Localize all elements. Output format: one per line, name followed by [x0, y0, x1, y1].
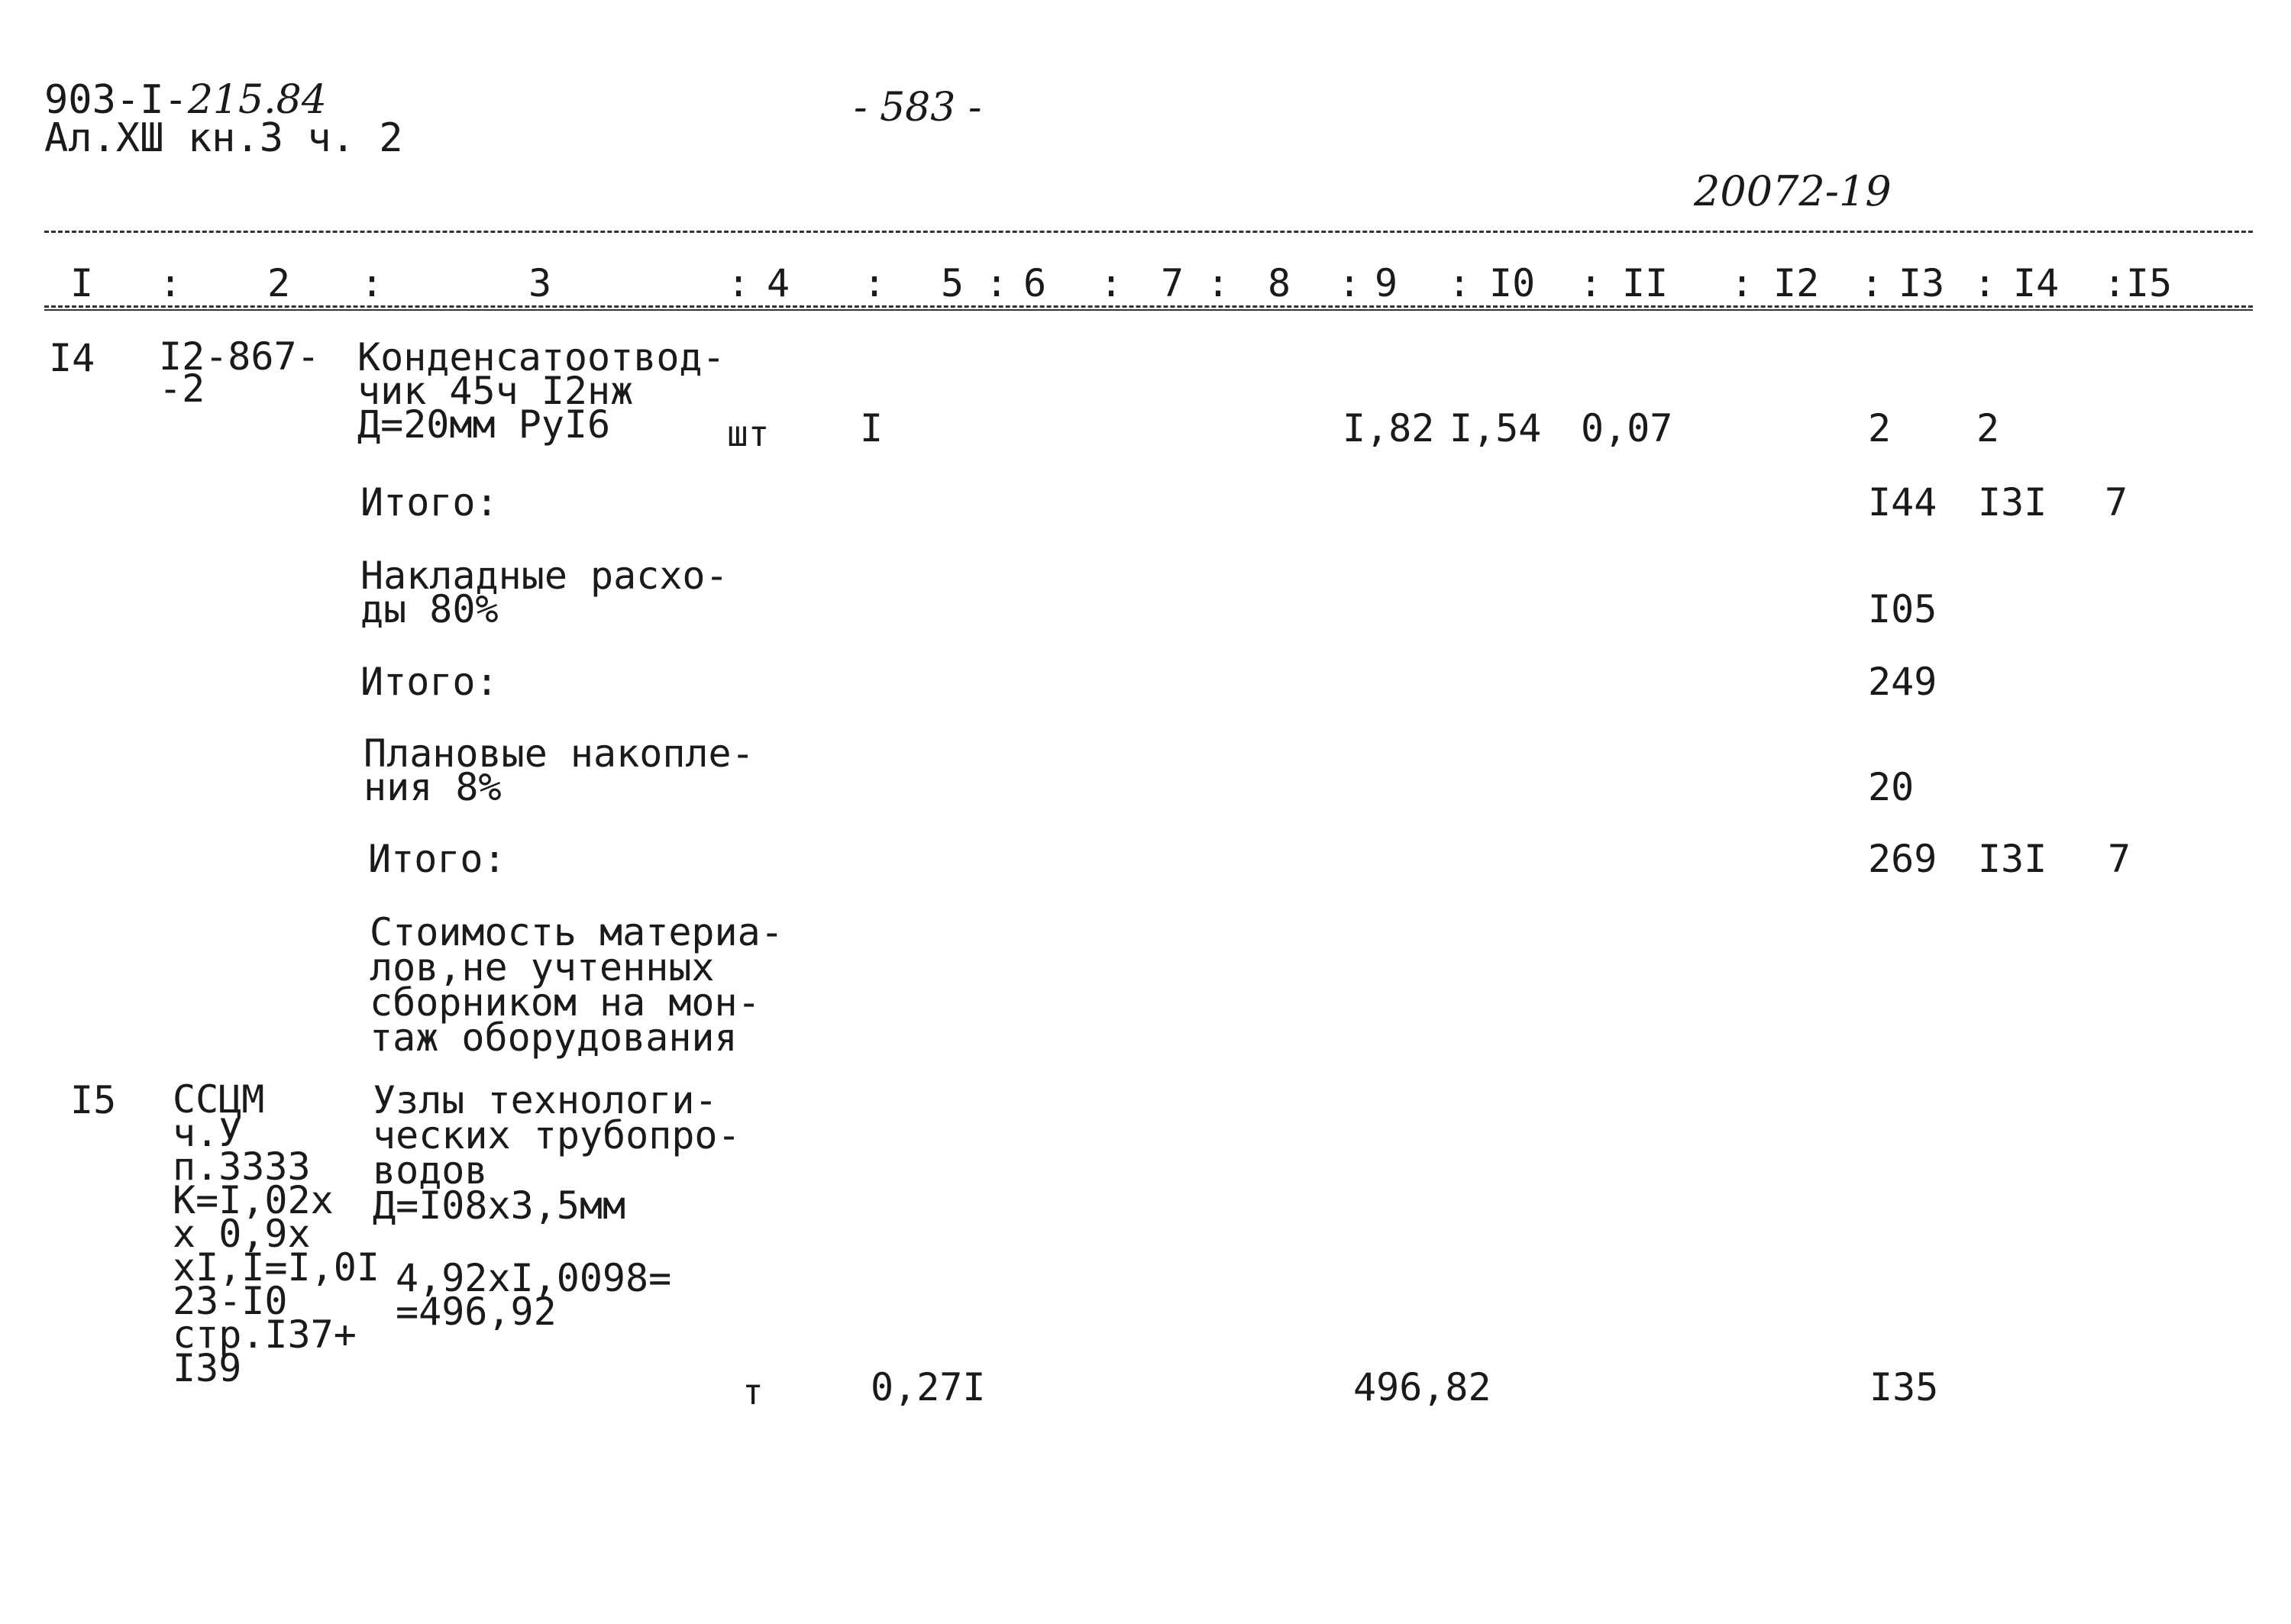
row-unit: шт	[727, 413, 770, 454]
col-header-9: 9	[1375, 261, 1398, 305]
stamp-number: 20072-19	[1694, 167, 1892, 215]
row-col-13: I35	[1869, 1365, 1939, 1409]
subtotal-col-14: I3I	[1978, 480, 2047, 525]
col-header-7: 7	[1161, 261, 1184, 305]
total-label: Итого:	[368, 837, 506, 881]
col-header-8: 8	[1268, 261, 1291, 305]
col-separator: :	[1860, 261, 1884, 305]
subtotal-col-15: 7	[2105, 480, 2128, 525]
subtotal-col-13: I44	[1868, 480, 1937, 525]
document-code-handwritten: 215.84	[187, 77, 327, 123]
col-header-14: I4	[2013, 261, 2060, 305]
row-col-14: 2	[1976, 406, 2000, 450]
col-header-5: 5	[941, 261, 965, 305]
col-separator: :	[1730, 261, 1754, 305]
planned-savings-col-13: 20	[1868, 765, 1915, 809]
page-number: - 583 -	[854, 85, 982, 131]
col-separator: :	[1973, 261, 1997, 305]
row-col-13: 2	[1868, 406, 1892, 450]
col-separator: :	[2103, 261, 2127, 305]
total-col-14: I3I	[1978, 837, 2047, 881]
total-col-15: 7	[2108, 837, 2131, 881]
col-header-1: I	[70, 261, 94, 305]
col-separator: :	[1579, 261, 1603, 305]
col-header-13: I3	[1898, 261, 1945, 305]
row-col-10: I,54	[1449, 406, 1542, 450]
col-header-4: 4	[767, 261, 790, 305]
col-header-2: 2	[267, 261, 291, 305]
col-header-10: I0	[1489, 261, 1536, 305]
col-header-11: II	[1622, 261, 1669, 305]
col-separator: :	[727, 261, 751, 305]
row-code: ССЦМ ч.У п.3333 К=I,02х х 0,9х хI,I=I,0I 23-I0 стр.I37+ I39	[173, 1077, 380, 1390]
row-col-9: I,82	[1343, 406, 1435, 450]
col-header-15: I5	[2126, 261, 2173, 305]
col-separator: :	[159, 261, 183, 305]
col-header-6: 6	[1023, 261, 1047, 305]
col-header-12: I2	[1773, 261, 1820, 305]
overhead-label: Накладные расхо- ды 80%	[360, 554, 729, 631]
col-separator: :	[1207, 261, 1230, 305]
subtotal-label: Итого:	[360, 660, 499, 704]
row-number: I4	[49, 336, 95, 380]
col-separator: :	[360, 261, 384, 305]
col-separator: :	[1100, 261, 1123, 305]
row-quantity: 0,27I	[871, 1365, 986, 1409]
planned-savings-label: Плановые накопле- ния 8%	[364, 731, 755, 809]
subtotal-label: Итого:	[360, 480, 499, 525]
col-separator: :	[1448, 261, 1472, 305]
row-code: I2-867- -2	[159, 334, 320, 411]
document-code	[44, 77, 327, 123]
row-number: I5	[70, 1078, 117, 1122]
total-col-13: 269	[1868, 837, 1937, 881]
header-bottom-rule	[44, 305, 2253, 308]
header-bottom-rule-2	[44, 309, 2253, 311]
row-col-11: 0,07	[1581, 406, 1673, 450]
col-separator: :	[985, 261, 1009, 305]
overhead-col-13: I05	[1868, 587, 1937, 631]
row-col-9: 496,82	[1353, 1365, 1491, 1409]
row-unit: т	[742, 1371, 764, 1413]
subtotal-col-13: 249	[1868, 660, 1937, 704]
top-rule	[44, 231, 2253, 233]
col-header-3: 3	[528, 261, 552, 305]
document-code-prefix: 903-I-	[44, 77, 188, 123]
row-name: Конденсатоотвод- чик 45ч I2нж Д=20мм РуI6	[357, 335, 725, 447]
row-quantity: I	[860, 406, 884, 450]
col-separator: :	[1338, 261, 1362, 305]
materials-cost-label: Стоимость материа- лов,не учтенных сборником на мон- таж оборудования	[370, 910, 784, 1060]
row-name: Узлы технологи- ческих трубопро- водов Д=I08х3,5мм	[373, 1078, 741, 1228]
row-calculation: 4,92хI,0098= =496,92	[396, 1256, 672, 1334]
album-reference: Ал.XШ кн.3 ч. 2	[44, 115, 403, 161]
col-separator: :	[863, 261, 887, 305]
